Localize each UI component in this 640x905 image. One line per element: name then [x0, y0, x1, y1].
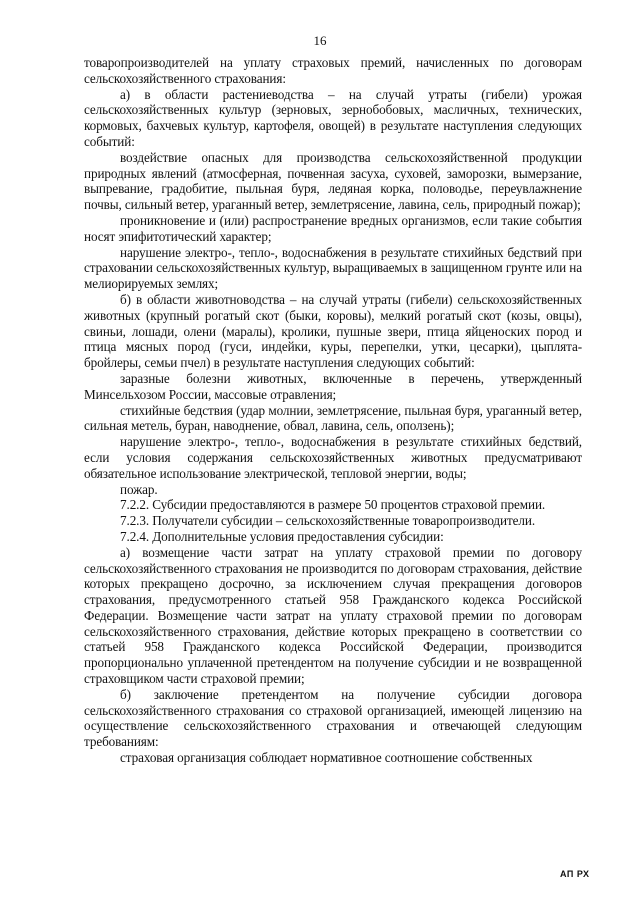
paragraph: а) возмещение части затрат на уплату страховой премии по договору сельскохозяйственного страхования не производится по договорам страхования, действие которых прекращено досрочно, за исключением случая прекращения договоров страхования, предусмотренного статьей 958 Гражданского кодекса Российской Федерации. Возмещение части затрат на уплату страховой премии по договорам сельскохозяйственного страхования, действие которых прекращено в соответствии со статьей 958 Гражданского кодекса Российской Федерации, производится пропорционально уплаченной претендентом на получение субсидии и не возвращенной страховщиком части страховой премии;	[84, 544, 582, 687]
paragraph: 7.2.3. Получатели субсидии – сельскохозяйственные товаропроизводители.	[120, 513, 536, 529]
paragraph: 7.2.2. Субсидии предоставляются в размере 50 процентов страховой премии.	[120, 497, 546, 513]
paragraph: проникновение и (или) распространение вредных организмов, если такие события носят эпифитотический характер;	[84, 212, 582, 244]
paragraph: пожар.	[120, 481, 158, 497]
page-number: 16	[313, 33, 327, 48]
document-body	[84, 55, 582, 766]
paragraph: стихийные бедствия (удар молнии, землетрясение, пыльная буря, ураганный ветер, сильная метель, буран, наводнение, обвал, лавина, сель, оползень);	[84, 402, 582, 434]
paragraph: страховая организация соблюдает нормативное соотношение собственных	[120, 750, 533, 766]
footer-stamp: АП РХ	[560, 869, 590, 879]
paragraph: заразные болезни животных, включенные в перечень, утвержденный Минсельхозом России, массовые отравления;	[84, 370, 582, 402]
paragraph: б) заключение претендентом на получение субсидии договора сельскохозяйственного страхования со страховой организацией, имеющей лицензию на осуществление сельскохозяйственного страхования и отвечающей следующим требованиям:	[84, 686, 582, 750]
paragraph: а) в области растениеводства – на случай утраты (гибели) урожая сельскохозяйственных культур (зерновых, зернобобовых, масличных, технических, кормовых, бахчевых культур, картофеля, овощей) в результате наступления следующих событий:	[84, 86, 582, 149]
paragraph: воздействие опасных для производства сельскохозяйственной продукции природных явлений (атмосферная, почвенная засуха, суховей, заморозки, вымерзание, выпревание, градобитие, пыльная буря, ледяная корка, половодье, переувлажнение почвы, сильный ветер, ураганный ветер, землетрясение, лавина, сель, природный пожар);	[84, 149, 582, 213]
paragraph: 7.2.4. Дополнительные условия предоставления субсидии:	[120, 528, 444, 544]
paragraph: нарушение электро-, тепло-, водоснабжения в результате стихийных бедствий при страховании сельскохозяйственных культур, выращиваемых в защищенном грунте или на мелиорируемых землях;	[84, 244, 582, 292]
paragraph: б) в области животноводства – на случай утраты (гибели) сельскохозяйственных животных (крупный рогатый скот (быки, коровы), мелкий рогатый скот (козы, овцы), свиньи, лошади, олени (маралы), кролики, пушные звери, птица яйценоских пород и птица мясных пород (гуси, индейки, куры, перепелки, утки, цесарки), цыплята-бройлеры, семьи пчел) в результате наступления следующих событий:	[84, 291, 582, 371]
paragraph: нарушение электро-, тепло-, водоснабжения в результате стихийных бедствий, если условия содержания сельскохозяйственных животных предусматривают обязательное использование электрической, тепловой энергии, воды;	[84, 434, 582, 481]
paragraph: товаропроизводителей на уплату страховых премий, начисленных по договорам сельскохозяйственного страхования:	[84, 55, 582, 86]
